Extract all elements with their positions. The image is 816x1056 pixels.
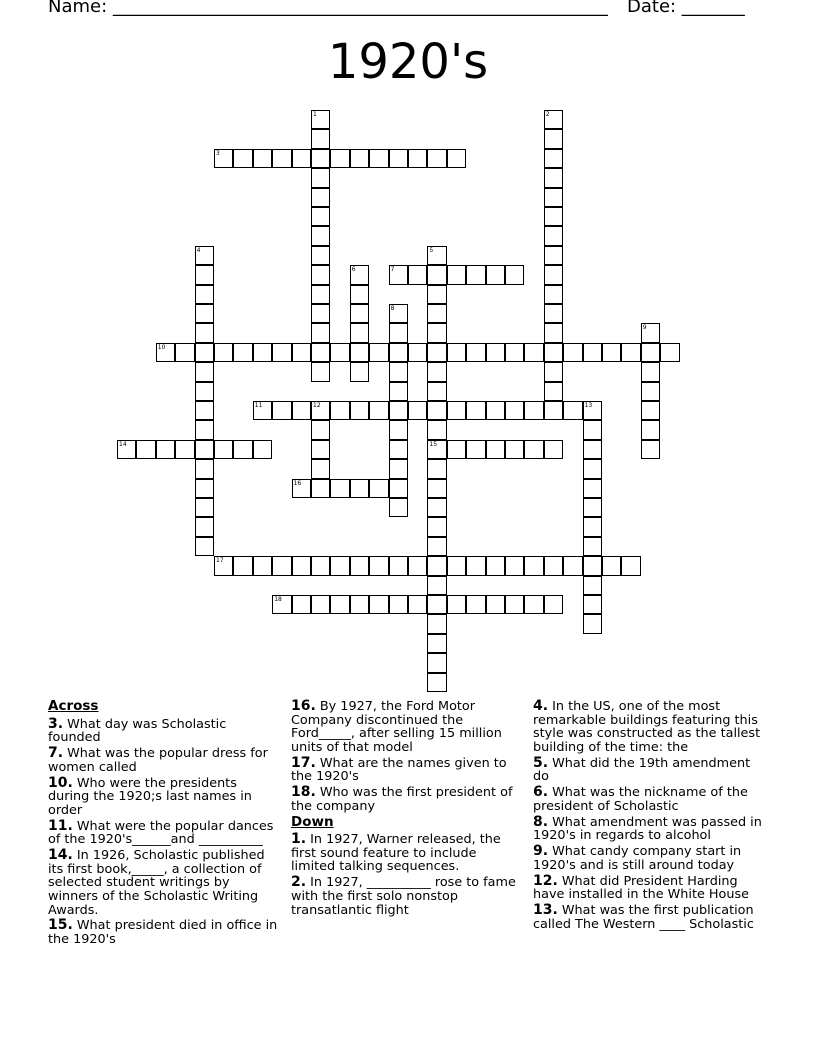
date-field-line: Date: _______ — [627, 0, 745, 17]
crossword-cell[interactable] — [447, 401, 466, 420]
crossword-cell[interactable] — [253, 401, 272, 420]
crossword-cell[interactable] — [427, 459, 446, 478]
crossword-cell[interactable] — [311, 285, 330, 304]
crossword-cell[interactable] — [408, 265, 427, 284]
crossword-cell[interactable] — [486, 401, 505, 420]
crossword-cell[interactable] — [583, 498, 602, 517]
crossword-cell[interactable] — [583, 614, 602, 633]
crossword-cell[interactable] — [214, 343, 233, 362]
clue-number: 18. — [291, 784, 316, 801]
clue-text: In 1926, Scholastic published its first book,_____, a collection of selected student writings by winners of the Scholastic Writing Awards. — [48, 848, 265, 918]
crossword-cell[interactable] — [544, 226, 563, 245]
page-title: 1920's — [327, 34, 489, 90]
cell-number: 12 — [313, 402, 321, 409]
crossword-cell[interactable] — [389, 382, 408, 401]
crossword-cell[interactable] — [427, 673, 446, 692]
crossword-cell[interactable] — [311, 129, 330, 148]
cell-number: 17 — [216, 557, 224, 565]
clue-text: Who were the presidents during the 1920;s last names in order — [48, 775, 252, 818]
crossword-cell[interactable] — [330, 595, 349, 614]
crossword-cell[interactable] — [350, 323, 369, 342]
clue-number: 8. — [533, 813, 549, 830]
clue-number: 16. — [291, 698, 316, 714]
crossword-cell[interactable] — [195, 265, 214, 284]
cell-number: 1 — [313, 111, 317, 118]
crossword-cell[interactable] — [524, 595, 543, 614]
clue-number: 17. — [291, 754, 316, 771]
crossword-cell[interactable] — [350, 556, 369, 575]
crossword-cell[interactable] — [136, 440, 155, 459]
cell-number: 8 — [390, 305, 395, 312]
crossword-cell[interactable] — [544, 362, 563, 381]
crossword-cell[interactable] — [563, 343, 582, 362]
crossword-cell[interactable] — [447, 595, 466, 614]
clue-number: 14. — [48, 847, 73, 864]
crossword-cell[interactable] — [544, 129, 563, 148]
crossword-cell[interactable] — [583, 595, 602, 614]
crossword-cell[interactable] — [350, 149, 369, 168]
crossword-cell[interactable] — [253, 149, 272, 168]
clue-text: What were the popular dances of the 1920's______and __________ — [48, 818, 274, 848]
crossword-cell[interactable] — [389, 362, 408, 381]
crossword-cell[interactable] — [466, 401, 485, 420]
crossword-cell[interactable] — [330, 401, 349, 420]
clues-column-2 — [291, 700, 521, 919]
crossword-cell[interactable] — [641, 362, 660, 381]
clue-text: What candy company start in 1920's and is still around today — [533, 844, 742, 873]
clue-number: 1. — [291, 831, 307, 848]
crossword-cell[interactable] — [486, 343, 505, 362]
clue-text: By 1927, the Ford Motor Company discontinued the Ford_____, after selling 15 million units of that model — [291, 699, 502, 755]
crossword-cell[interactable] — [330, 343, 349, 362]
crossword-cell[interactable] — [427, 498, 446, 517]
clue-across-18 — [291, 786, 521, 813]
down-heading: Down — [291, 813, 334, 830]
crossword-cell[interactable] — [544, 343, 563, 362]
crossword-cell[interactable] — [602, 343, 621, 362]
crossword-cell[interactable] — [602, 556, 621, 575]
crossword-cell[interactable] — [389, 149, 408, 168]
crossword-cell[interactable] — [486, 556, 505, 575]
clue-down-6 — [533, 786, 763, 813]
clue-number: 9. — [533, 843, 549, 860]
crossword-cell[interactable] — [427, 343, 446, 362]
clue-text: What was the popular dress for women called — [48, 746, 268, 775]
crossword-cell[interactable] — [544, 440, 563, 459]
crossword-cell[interactable] — [466, 556, 485, 575]
crossword-cell[interactable] — [214, 440, 233, 459]
crossword-cell[interactable] — [233, 440, 252, 459]
crossword-cell[interactable] — [350, 285, 369, 304]
clue-number: 4. — [533, 698, 549, 714]
crossword-cell[interactable] — [544, 304, 563, 323]
clue-down-8 — [533, 813, 763, 844]
crossword-cell[interactable] — [466, 265, 485, 284]
crossword-cell[interactable] — [505, 440, 524, 459]
clue-text: In 1927, Warner released, the first sound feature to include limited talking sequences. — [291, 832, 501, 875]
crossword-cell[interactable] — [175, 343, 194, 362]
crossword-cell[interactable] — [350, 343, 369, 362]
crossword-cell[interactable] — [311, 479, 330, 498]
clue-across-17 — [291, 754, 521, 785]
cell-number: 15 — [429, 440, 438, 448]
crossword-cell[interactable] — [311, 556, 330, 575]
clue-across-7 — [48, 747, 278, 774]
crossword-cell[interactable] — [195, 246, 214, 265]
crossword-cell[interactable] — [195, 459, 214, 478]
crossword-cell[interactable] — [117, 440, 136, 459]
cell-number: 18 — [274, 596, 282, 603]
crossword-cell[interactable] — [195, 382, 214, 401]
clue-number: 11. — [48, 817, 73, 834]
crossword-cell[interactable] — [311, 110, 330, 129]
crossword-cell[interactable] — [427, 265, 446, 284]
clue-text: In 1927, __________ rose to fame with the first solo nonstop transatlantic flight — [291, 875, 516, 918]
crossword-cell[interactable] — [389, 440, 408, 459]
clues-column-3 — [533, 700, 763, 934]
crossword-cell[interactable] — [311, 595, 330, 614]
crossword-cell[interactable] — [311, 401, 330, 420]
crossword-cell[interactable] — [427, 401, 446, 420]
crossword-cell[interactable] — [544, 556, 563, 575]
crossword-cell[interactable] — [447, 343, 466, 362]
crossword-cell[interactable] — [427, 517, 446, 536]
crossword-cell[interactable] — [195, 479, 214, 498]
crossword-cell[interactable] — [350, 265, 369, 284]
crossword-cell[interactable] — [408, 343, 427, 362]
crossword-cell[interactable] — [427, 595, 446, 614]
clue-text: What was the nickname of the president of Scholastic — [533, 785, 748, 814]
crossword-cell[interactable] — [389, 401, 408, 420]
crossword-cell[interactable] — [544, 168, 563, 187]
name-field-line: Name: _______________________________________________________ — [48, 0, 608, 17]
crossword-cell[interactable] — [195, 537, 214, 556]
crossword-cell[interactable] — [486, 440, 505, 459]
crossword-cell[interactable] — [427, 614, 446, 633]
crossword-cell[interactable] — [253, 556, 272, 575]
crossword-cell[interactable] — [427, 440, 446, 459]
cell-number: 4 — [196, 246, 201, 254]
crossword-cell[interactable] — [447, 440, 466, 459]
crossword-cell[interactable] — [350, 401, 369, 420]
clue-across-16 — [291, 700, 521, 754]
crossword-cell[interactable] — [583, 576, 602, 595]
cell-number: 6 — [351, 266, 356, 274]
crossword-cell[interactable] — [389, 595, 408, 614]
crossword-cell[interactable] — [524, 401, 543, 420]
crossword-cell[interactable] — [195, 304, 214, 323]
crossword-cell[interactable] — [583, 459, 602, 478]
crossword-cell[interactable] — [427, 382, 446, 401]
clue-down-9 — [533, 845, 763, 872]
crossword-cell[interactable] — [311, 343, 330, 362]
crossword-cell[interactable] — [427, 149, 446, 168]
crossword-cell[interactable] — [369, 595, 388, 614]
cell-number: 9 — [642, 324, 647, 332]
crossword-cell[interactable] — [408, 595, 427, 614]
clues-column-1 — [48, 700, 278, 949]
crossword-cell[interactable] — [641, 440, 660, 459]
crossword-cell[interactable] — [311, 420, 330, 439]
crossword-cell[interactable] — [311, 188, 330, 207]
crossword-cell[interactable] — [544, 149, 563, 168]
crossword-cell[interactable] — [311, 265, 330, 284]
cell-number: 16 — [293, 479, 302, 487]
crossword-cell[interactable] — [466, 595, 485, 614]
crossword-cell[interactable] — [641, 323, 660, 342]
cell-number: 10 — [157, 343, 166, 351]
crossword-cell[interactable] — [524, 556, 543, 575]
crossword-cell[interactable] — [350, 304, 369, 323]
crossword-cell[interactable] — [621, 556, 640, 575]
crossword-cell[interactable] — [563, 556, 582, 575]
clue-number: 2. — [291, 874, 307, 891]
crossword-cell[interactable] — [427, 304, 446, 323]
crossword-cell[interactable] — [389, 304, 408, 323]
crossword-cell[interactable] — [583, 479, 602, 498]
clue-down-13 — [533, 904, 763, 931]
clue-down-12 — [533, 872, 763, 903]
clue-number: 12. — [533, 872, 558, 889]
crossword-cell[interactable] — [544, 382, 563, 401]
crossword-cell[interactable] — [427, 323, 446, 342]
crossword-cell[interactable] — [583, 420, 602, 439]
clue-text: What are the names given to the 1920's — [291, 755, 507, 785]
crossword-cell[interactable] — [427, 479, 446, 498]
crossword-cell[interactable] — [505, 401, 524, 420]
crossword-cell[interactable] — [544, 207, 563, 226]
crossword-cell[interactable] — [427, 285, 446, 304]
crossword-cell[interactable] — [583, 440, 602, 459]
clue-text: What amendment was passed in 1920's in regards to alcohol — [533, 814, 762, 844]
crossword-cell[interactable] — [311, 459, 330, 478]
crossword-cell[interactable] — [195, 517, 214, 536]
crossword-cell[interactable] — [641, 382, 660, 401]
crossword-cell[interactable] — [447, 556, 466, 575]
cell-number: 13 — [584, 402, 593, 409]
crossword-cell[interactable] — [330, 556, 349, 575]
crossword-cell[interactable] — [214, 556, 233, 575]
clue-text: What did the 19th amendment do — [533, 755, 751, 785]
crossword-cell[interactable] — [583, 556, 602, 575]
crossword-cell[interactable] — [350, 362, 369, 381]
crossword-cell[interactable] — [272, 401, 291, 420]
crossword-cell[interactable] — [427, 556, 446, 575]
crossword-cell[interactable] — [272, 343, 291, 362]
clue-across-15 — [48, 919, 278, 946]
clue-number: 15. — [48, 917, 73, 934]
crossword-cell[interactable] — [427, 537, 446, 556]
crossword-cell[interactable] — [311, 149, 330, 168]
clue-number: 5. — [533, 754, 549, 771]
cell-number: 5 — [429, 246, 434, 254]
crossword-cell[interactable] — [466, 343, 485, 362]
crossword-cell[interactable] — [389, 459, 408, 478]
crossword-cell[interactable] — [486, 265, 505, 284]
clue-number: 6. — [533, 784, 549, 801]
crossword-cell[interactable] — [292, 343, 311, 362]
crossword-cell[interactable] — [544, 595, 563, 614]
crossword-cell[interactable] — [389, 323, 408, 342]
crossword-cell[interactable] — [583, 517, 602, 536]
crossword-cell[interactable] — [156, 440, 175, 459]
crossword-cell[interactable] — [311, 207, 330, 226]
crossword-cell[interactable] — [311, 226, 330, 245]
crossword-cell[interactable] — [195, 401, 214, 420]
crossword-cell[interactable] — [311, 246, 330, 265]
crossword-cell[interactable] — [272, 595, 291, 614]
crossword-cell[interactable] — [369, 343, 388, 362]
crossword-cell[interactable] — [350, 479, 369, 498]
crossword-cell[interactable] — [389, 498, 408, 517]
crossword-cell[interactable] — [621, 343, 640, 362]
crossword-cell[interactable] — [427, 362, 446, 381]
clue-across-14 — [48, 849, 278, 917]
crossword-cell[interactable] — [505, 343, 524, 362]
crossword-cell[interactable] — [544, 401, 563, 420]
cell-number: 3 — [216, 149, 220, 157]
cell-number: 14 — [119, 440, 127, 448]
crossword-cell[interactable] — [563, 401, 582, 420]
crossword-cell[interactable] — [505, 265, 524, 284]
crossword-cell[interactable] — [389, 343, 408, 362]
clue-number: 3. — [48, 715, 64, 732]
crossword-cell[interactable] — [583, 401, 602, 420]
crossword-cell[interactable] — [195, 498, 214, 517]
crossword-cell[interactable] — [292, 149, 311, 168]
crossword-cell[interactable] — [389, 265, 408, 284]
crossword-cell[interactable] — [524, 440, 543, 459]
crossword-cell[interactable] — [369, 149, 388, 168]
crossword-cell[interactable] — [466, 440, 485, 459]
clue-across-3 — [48, 715, 278, 746]
crossword-cell[interactable] — [195, 285, 214, 304]
clue-across-10 — [48, 774, 278, 818]
clue-number: 13. — [533, 902, 558, 919]
crossword-cell[interactable] — [233, 556, 252, 575]
clue-down-2 — [291, 876, 521, 917]
crossword-cell[interactable] — [544, 265, 563, 284]
crossword-cell[interactable] — [544, 246, 563, 265]
clue-across-11 — [48, 817, 278, 848]
crossword-cell[interactable] — [311, 323, 330, 342]
clue-text: What did President Harding have installed in the White House — [533, 873, 750, 903]
crossword-cell[interactable] — [583, 537, 602, 556]
crossword-cell[interactable] — [292, 556, 311, 575]
crossword-cell[interactable] — [427, 576, 446, 595]
crossword-cell[interactable] — [350, 595, 369, 614]
crossword-cell[interactable] — [292, 479, 311, 498]
clue-text: Who was the first president of the company — [291, 785, 513, 814]
crossword-cell[interactable] — [311, 362, 330, 381]
cell-number: 7 — [390, 266, 395, 274]
crossword-cell[interactable] — [272, 556, 291, 575]
crossword-cell[interactable] — [486, 595, 505, 614]
clue-number: 7. — [48, 745, 64, 762]
crossword-cell[interactable] — [195, 323, 214, 342]
crossword-cell[interactable] — [156, 343, 175, 362]
crossword-cell[interactable] — [214, 149, 233, 168]
crossword-cell[interactable] — [330, 149, 349, 168]
clue-down-4 — [533, 700, 763, 754]
crossword-cell[interactable] — [369, 401, 388, 420]
across-heading: Across — [48, 698, 99, 714]
crossword-cell[interactable] — [427, 420, 446, 439]
crossword-cell[interactable] — [195, 343, 214, 362]
crossword-cell[interactable] — [389, 420, 408, 439]
clue-text: What was the first publication called The Western ____ Scholastic — [533, 903, 754, 932]
crossword-cell[interactable] — [660, 343, 679, 362]
crossword-cell[interactable] — [544, 285, 563, 304]
crossword-cell[interactable] — [369, 556, 388, 575]
crossword-cell[interactable] — [311, 304, 330, 323]
clue-down-1 — [291, 833, 521, 874]
crossword-cell[interactable] — [427, 653, 446, 672]
crossword-cell[interactable] — [583, 343, 602, 362]
crossword-cell[interactable] — [195, 420, 214, 439]
crossword-cell[interactable] — [292, 595, 311, 614]
crossword-cell[interactable] — [505, 595, 524, 614]
crossword-cell[interactable] — [311, 440, 330, 459]
crossword-cell[interactable] — [389, 556, 408, 575]
crossword-cell[interactable] — [641, 401, 660, 420]
crossword-cell[interactable] — [505, 556, 524, 575]
crossword-cell[interactable] — [292, 401, 311, 420]
crossword-cell[interactable] — [330, 479, 349, 498]
crossword-cell[interactable] — [447, 265, 466, 284]
clue-text: What president died in office in the 1920's — [48, 918, 278, 947]
crossword-cell[interactable] — [544, 110, 563, 129]
clue-text: In the US, one of the most remarkable buildings featuring this style was constructed as the tallest building of the time: the — [533, 699, 761, 755]
crossword-cell[interactable] — [641, 420, 660, 439]
crossword-cell[interactable] — [389, 479, 408, 498]
clue-number: 10. — [48, 774, 73, 791]
crossword-cell[interactable] — [369, 479, 388, 498]
crossword-cell[interactable] — [272, 149, 291, 168]
crossword-cell[interactable] — [233, 149, 252, 168]
crossword-cell[interactable] — [408, 401, 427, 420]
crossword-cell[interactable] — [195, 440, 214, 459]
crossword-cell[interactable] — [544, 188, 563, 207]
crossword-cell[interactable] — [233, 343, 252, 362]
crossword-cell[interactable] — [408, 149, 427, 168]
cell-number: 11 — [254, 402, 263, 409]
crossword-cell[interactable] — [524, 343, 543, 362]
cell-number: 2 — [545, 111, 550, 118]
crossword-cell[interactable] — [427, 634, 446, 653]
crossword-cell[interactable] — [311, 168, 330, 187]
crossword-cell[interactable] — [427, 246, 446, 265]
clue-down-5 — [533, 754, 763, 785]
clue-text: What day was Scholastic founded — [48, 716, 227, 746]
crossword-cell[interactable] — [447, 149, 466, 168]
crossword-cell[interactable] — [253, 343, 272, 362]
crossword-cell[interactable] — [641, 343, 660, 362]
crossword-cell[interactable] — [195, 362, 214, 381]
crossword-cell[interactable] — [175, 440, 194, 459]
crossword-cell[interactable] — [408, 556, 427, 575]
crossword-cell[interactable] — [544, 323, 563, 342]
crossword-cell[interactable] — [253, 440, 272, 459]
